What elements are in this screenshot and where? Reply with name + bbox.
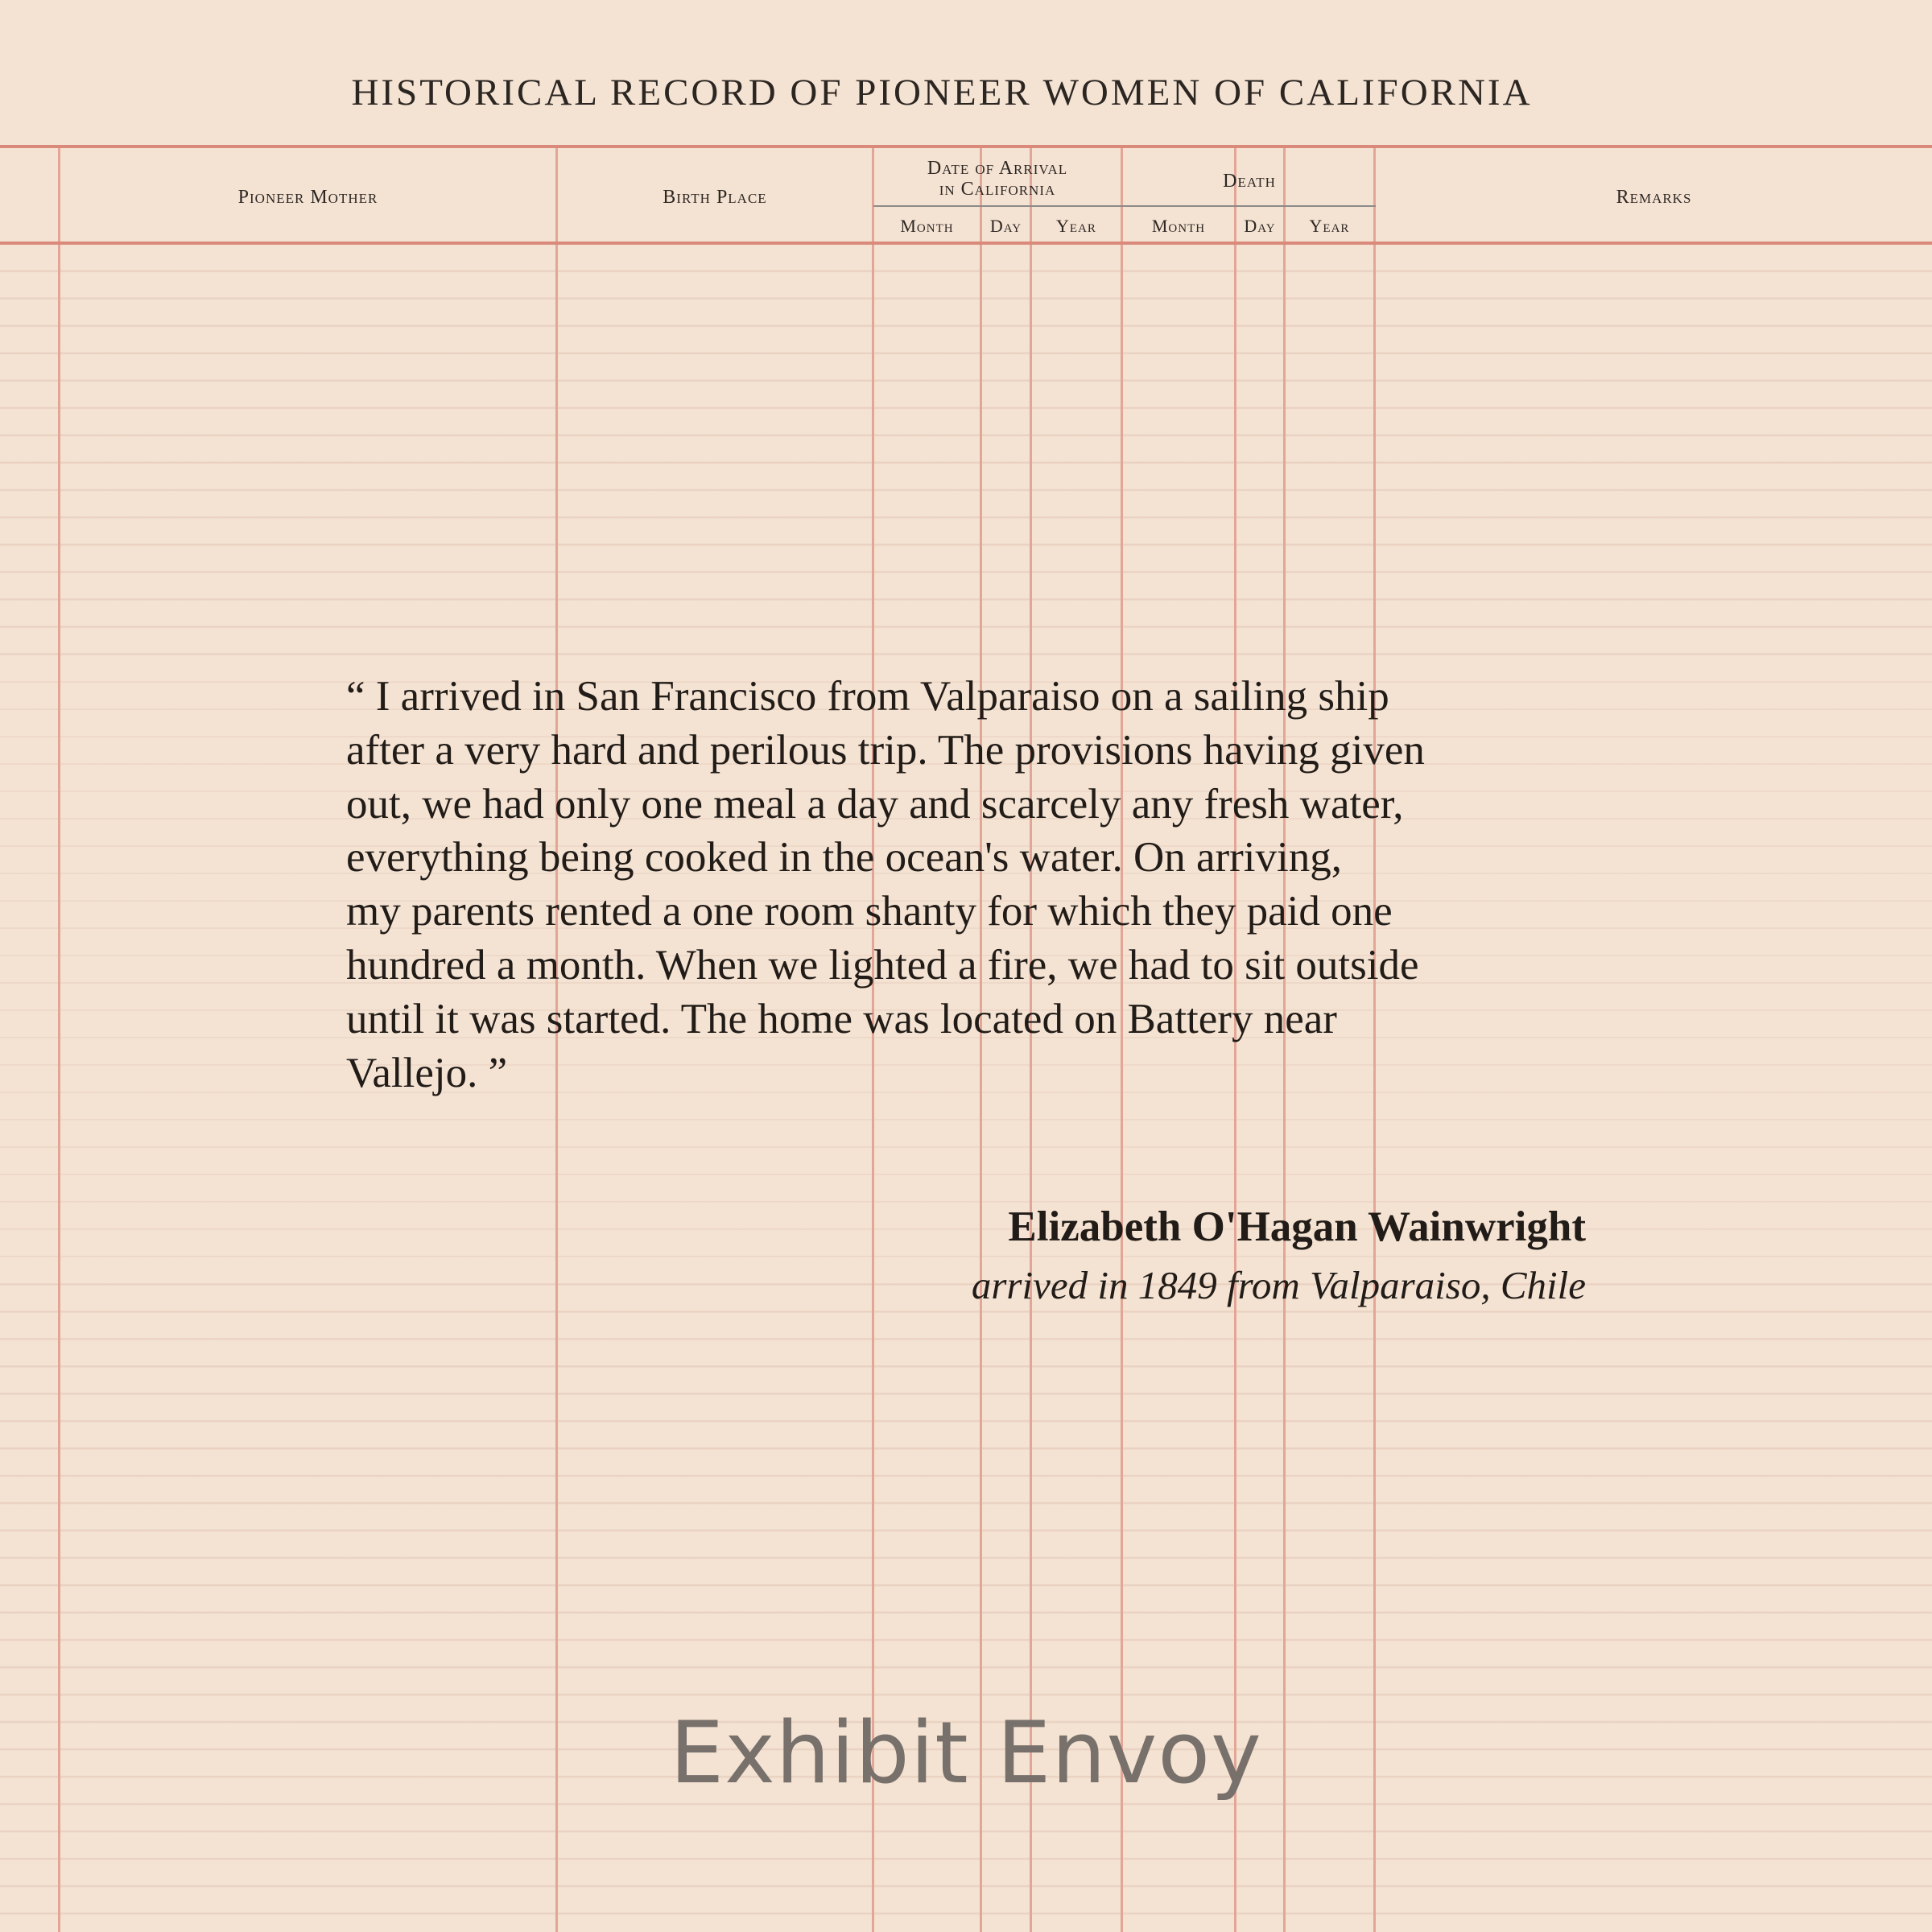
header-sub-rule <box>873 205 1376 207</box>
header-bottom-rule <box>0 242 1932 245</box>
header-band <box>0 0 1932 245</box>
header-top-rule <box>0 145 1932 148</box>
column-header-arrival-year: Year <box>1056 216 1096 236</box>
brand-wordmark: Exhibit Envoy <box>670 1703 1262 1802</box>
column-header-death-year: Year <box>1309 216 1350 236</box>
column-header-death-day: Day <box>1244 216 1276 236</box>
column-header-pioneer-mother: Pioneer Mother <box>237 187 378 208</box>
column-header-death-month: Month <box>1151 216 1206 236</box>
column-header-arrival-date: Date of Arrival in California <box>927 158 1068 200</box>
column-header-arrival-day: Day <box>989 216 1022 236</box>
column-header-birth-place: Birth Place <box>663 187 767 208</box>
page-title: HISTORICAL RECORD OF PIONEER WOMEN OF CALIFORNIA <box>351 72 1533 114</box>
attribution-detail: arrived in 1849 from Valparaiso, Chile <box>971 1263 1586 1307</box>
pioneer-quote: “ I arrived in San Francisco from Valparaiso on a sailing ship after a very hard and perilous trip. The provisions having given out, we had only one meal a day and scarcely any fresh water, everything being cooked in the ocean's water. On arriving, my parents rented a one room shanty for which they paid one hundred a month. When we lighted a fire, we had to sit outside until it was started. The home was located on Battery near Vallejo. ” <box>346 673 1425 1096</box>
column-header-remarks: Remarks <box>1616 187 1692 208</box>
column-header-death: Death <box>1223 171 1276 192</box>
attribution-name: Elizabeth O'Hagan Wainwright <box>1008 1203 1586 1250</box>
column-header-arrival-month: Month <box>900 216 954 236</box>
column-rule-margin <box>58 148 60 1932</box>
